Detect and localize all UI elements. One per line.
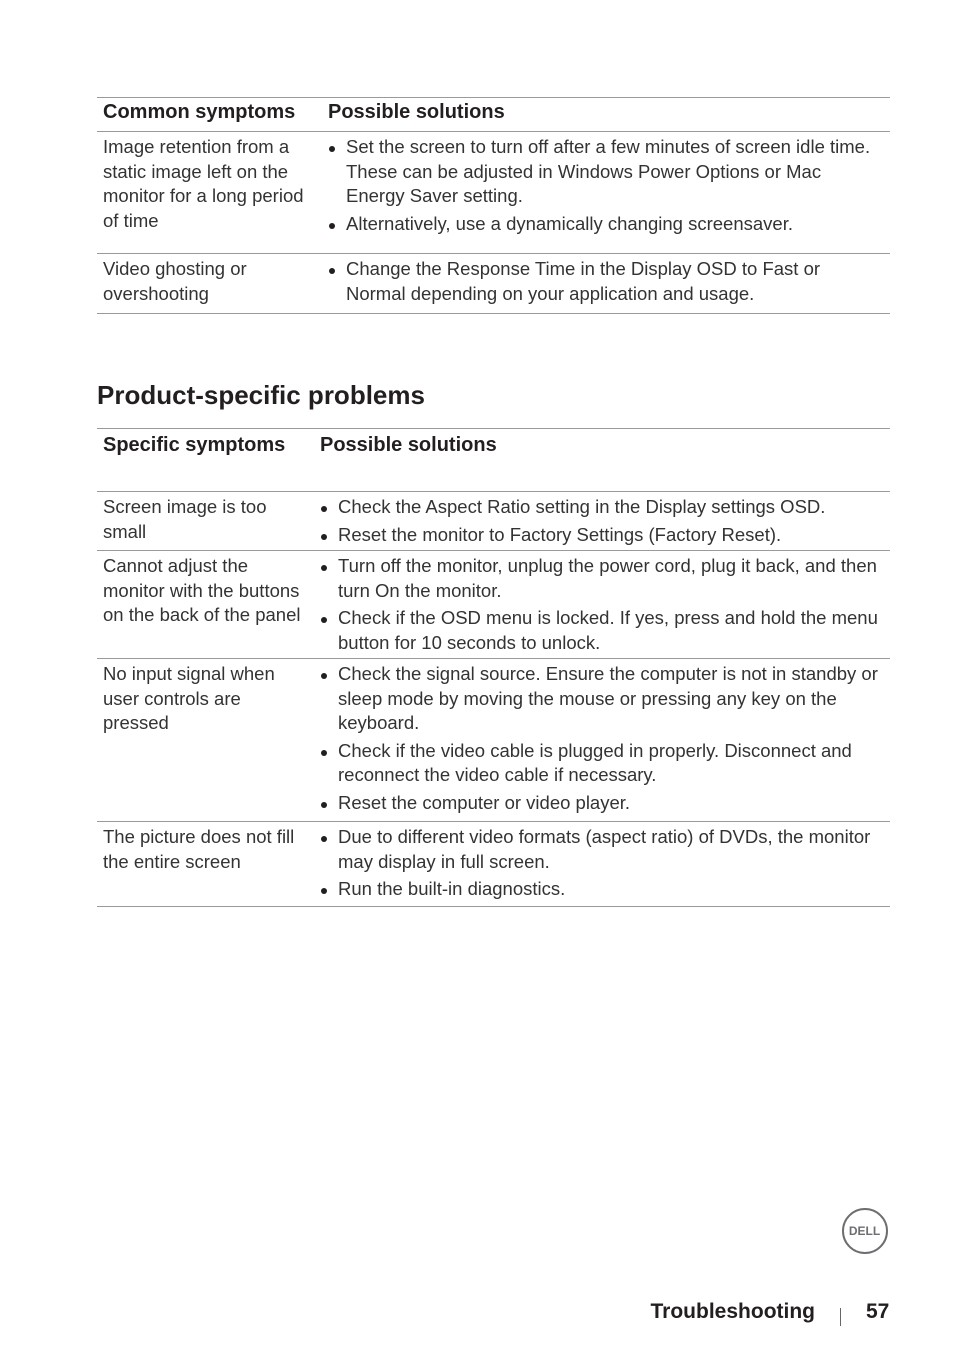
symptoms-column-header: Specific symptoms — [103, 434, 286, 456]
list-item: Check if the OSD menu is locked. If yes, press and hold the menu button for 10 seconds to unlock. — [320, 606, 885, 655]
dell-logo-icon — [842, 1208, 888, 1254]
solution-cell — [320, 495, 885, 550]
table-row — [97, 132, 890, 254]
solutions-column-header: Possible solutions — [320, 434, 497, 456]
solution-cell — [328, 257, 878, 309]
solution-cell — [320, 825, 885, 905]
list-item: Turn off the monitor, unplug the power cord, plug it back, and then turn On the monitor. — [320, 554, 885, 603]
list-item: Check the Aspect Ratio setting in the Display settings OSD. — [320, 495, 885, 520]
list-item: Set the screen to turn off after a few minutes of screen idle time. These can be adjusted in Windows Power Options or Mac Energy Saver setting. — [328, 135, 878, 209]
product-specific-table — [97, 428, 890, 907]
list-item: Due to different video formats (aspect ratio) of DVDs, the monitor may display in full screen. — [320, 825, 885, 874]
list-item: Check if the video cable is plugged in properly. Disconnect and reconnect the video cable if necessary. — [320, 739, 885, 788]
list-item: Reset the monitor to Factory Settings (Factory Reset). — [320, 523, 885, 548]
solution-cell — [328, 135, 878, 239]
footer-section-label: Troubleshooting — [650, 1300, 815, 1323]
table-row — [97, 551, 890, 659]
solution-cell — [320, 554, 885, 658]
table-header — [97, 428, 890, 492]
page-number: 57 — [866, 1300, 890, 1323]
table-row — [97, 822, 890, 907]
common-symptoms-table — [97, 97, 890, 314]
symptom-cell: Video ghosting or overshooting — [103, 258, 247, 304]
table-row — [97, 659, 890, 822]
symptoms-column-header: Common symptoms — [103, 101, 296, 123]
solutions-column-header: Possible solutions — [328, 101, 505, 123]
table-row — [97, 492, 890, 551]
section-title: Product-specific problems — [97, 380, 425, 410]
list-item: Change the Response Time in the Display OSD to Fast or Normal depending on your application and usage. — [328, 257, 878, 306]
list-item: Check the signal source. Ensure the computer is not in standby or sleep mode by moving the mouse or pressing any key on the keyboard. — [320, 662, 885, 736]
list-item: Run the built-in diagnostics. — [320, 877, 885, 902]
list-item: Alternatively, use a dynamically changing screensaver. — [328, 212, 878, 237]
symptom-cell: Image retention from a static image left on the monitor for a long period of time — [103, 136, 304, 231]
symptom-cell: Screen image is too small — [103, 496, 267, 542]
footer-divider — [840, 1308, 841, 1326]
table-row — [97, 254, 890, 314]
symptom-cell: The picture does not fill the entire screen — [103, 826, 295, 872]
table-header — [97, 97, 890, 132]
symptom-cell: Cannot adjust the monitor with the buttons on the back of the panel — [103, 555, 301, 626]
symptom-cell: No input signal when user controls are pressed — [103, 663, 275, 734]
list-item: Reset the computer or video player. — [320, 791, 885, 816]
svg-text:DELL: DELL — [848, 1224, 881, 1238]
solution-cell — [320, 662, 885, 819]
